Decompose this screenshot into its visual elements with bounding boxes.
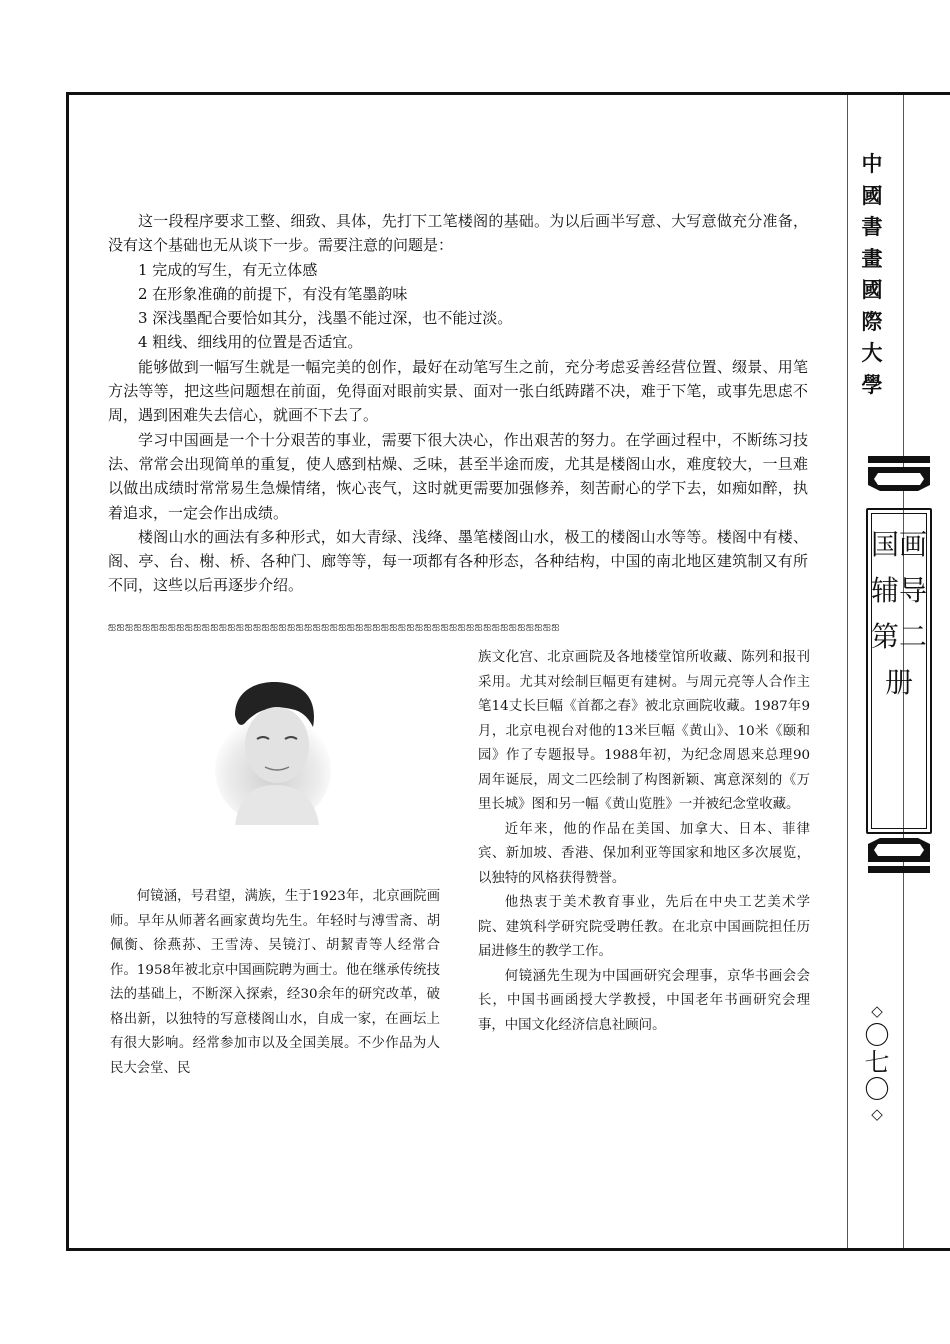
list-item: 2 在形象准确的前提下，有没有笔墨韵味	[138, 284, 408, 303]
paragraph: 楼阁山水的画法有多种形式，如大青绿、浅绛、墨笔楼阁山水，极工的楼阁山水等等。楼阁中有楼、阁、亭、台、榭、桥、各种门、廊等等，每一项都有各种形态，各种结构，中国的南北地区建筑制又有所不同，这些以后再逐步介绍。	[108, 527, 808, 595]
paragraph: 族文化宫、北京画院及各地楼堂馆所收藏、陈列和报刊采用。尤其对绘制巨幅更有建树。与周元亮等人合作主笔14丈长巨幅《首都之春》被北京画院收藏。1987年9月，北京电视台对他的13米巨幅《黄山》、10米《颐和园》作了专题报导。1988年初，为纪念周恩来总理90周年诞辰，周文二匹绘制了构图新颖、寓意深刻的《万里长城》图和另一幅《黄山览胜》一并被纪念堂收藏。	[478, 650, 810, 812]
paragraph: 能够做到一幅写生就是一幅完美的创作，最好在动笔写生之前，充分考虑妥善经营位置、缀景、用笔方法等等，把这些问题想在前面，免得面对眼前实景、面对一张白纸踌躇不决，难于下笔，或事先思虑不周，遇到困难失去信心，就画不下去了。	[108, 357, 808, 425]
side-column-line-left	[847, 95, 848, 1248]
school-name: 中國書畫國際大學	[861, 151, 883, 397]
paragraph: 学习中国画是一个十分艰苦的事业，需要下很大决心，作出艰苦的努力。在学画过程中，不断练习技法、常常会出现简单的重复，使人感到枯燥、乏味，甚至半途而废，尤其是楼阁山水，难度较大，一旦难以做出成绩时常常易生急燥情绪，恢心丧气，这时就更需要加强修养，刻苦耐心的学下去，如痴如醉，执着追求，一定会作出成绩。	[108, 430, 808, 522]
portrait-photo	[205, 675, 340, 825]
paragraph: 何镜涵先生现为中国画研究会理事，京华书画会会长，中国书画函授大学教授，中国老年书画研究会理事，中国文化经济信息社顾问。	[478, 968, 810, 1033]
biography-left-column	[110, 885, 440, 1081]
paragraph: 近年来，他的作品在美国、加拿大、日本、菲律宾、新加坡、香港、保加利亚等国家和地区多次展览，以独特的风格获得赞誉。	[478, 821, 810, 886]
banner-bar-bottom	[868, 866, 930, 873]
page-number	[862, 1000, 892, 1125]
ornamental-divider: ஐஐஐஐஐஐஐஐஐஐஐஐஐஐஐஐஐஐஐஐஐஐஐஐஐஐஐஐஐஐஐஐஐஐஐஐஐஐஐஐஐஐஐஐஐஐஐஐஐஐஐஐஐ	[108, 621, 560, 632]
page-frame-bottom	[66, 1248, 950, 1251]
book-title-box	[866, 508, 932, 834]
list-item: 3 深浅墨配合要恰如其分，浅墨不能过深，也不能过淡。	[138, 309, 513, 328]
page-frame-top	[66, 92, 950, 95]
diamond-icon: ◇	[871, 1105, 883, 1123]
banner-bar-top	[868, 456, 930, 463]
banner-ornament-top	[868, 467, 930, 491]
paragraph: 这一段程序要求工整、细致、具体，先打下工笔楼阁的基础。为以后画半写意、大写意做充分准备，没有这个基础也无从谈下一步。需要注意的问题是：	[108, 212, 808, 255]
list-item: 4 粗线、细线用的位置是否适宜。	[138, 333, 363, 352]
page-number-text: 〇七〇	[864, 1021, 890, 1104]
main-text	[108, 209, 808, 598]
paragraph: 何镜涵，号君望，满族，生于1923年，北京画院画师。早年从师著名画家黄均先生。年轻时与溥雪斋、胡佩衡、徐燕荪、王雪涛、吴镜汀、胡絜青等人经常合作。1958年被北京中国画院聘为画士。他在继承传统技法的基础上，不断深入探索，经30余年的研究改革，破格出新，以独特的写意楼阁山水，自成一家，在画坛上有很大影响。经常参加市以及全国美展。不少作品为人民大会堂、民	[110, 889, 440, 1076]
diamond-icon: ◇	[871, 1002, 883, 1020]
page-frame-left	[66, 92, 69, 1251]
biography-right-column	[478, 646, 810, 1038]
banner-ornament-bottom	[868, 838, 930, 862]
list-item: 1 完成的写生，有无立体感	[138, 260, 318, 279]
book-title: 国画辅导第二册	[870, 528, 927, 699]
paragraph: 他热衷于美术教育事业，先后在中央工艺美术学院、建筑科学研究院受聘任教。在北京中国画院担任历届进修生的教学工作。	[478, 895, 810, 959]
